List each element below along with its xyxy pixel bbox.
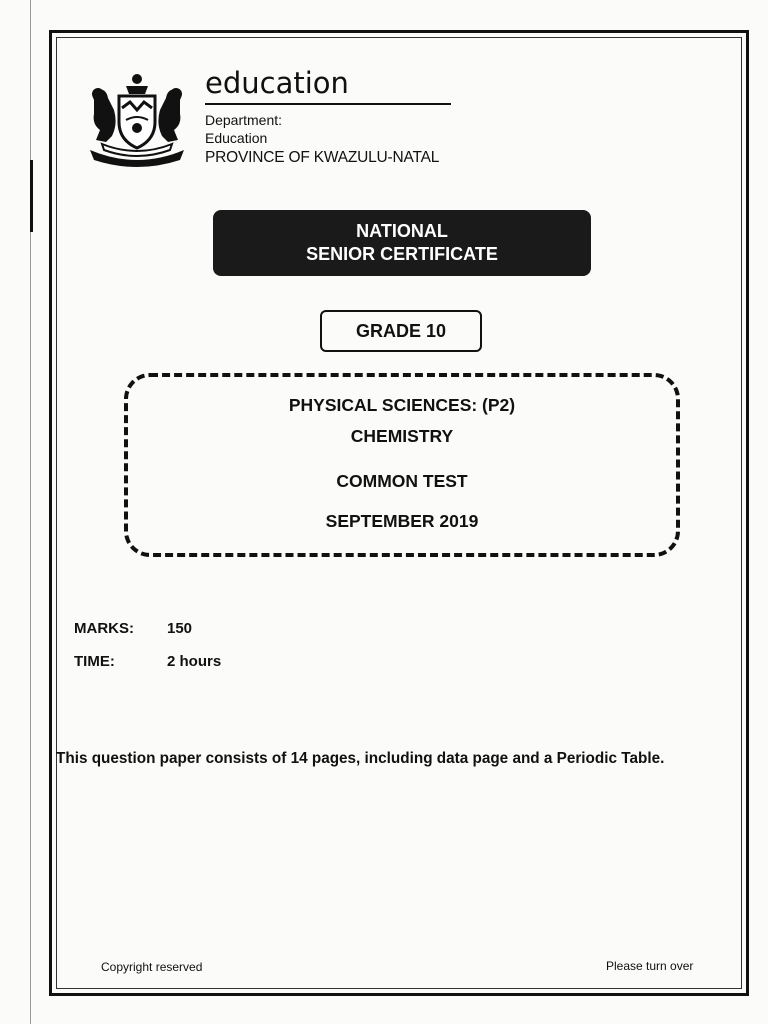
copyright-notice: Copyright reserved: [101, 960, 203, 974]
subject-paper: CHEMISTRY: [350, 426, 454, 446]
scan-margin-line: [30, 0, 31, 1024]
title-underline: [205, 103, 451, 105]
certificate-banner: [213, 210, 591, 276]
test-date: SEPTEMBER 2019: [325, 511, 479, 531]
province-name: PROVINCE OF KWAZULU-NATAL: [205, 149, 440, 166]
marks-value: 150: [167, 620, 193, 637]
time-value: 2 hours: [167, 653, 222, 670]
test-type: COMMON TEST: [336, 471, 468, 491]
grade-box: [320, 310, 482, 352]
scan-margin-mark: [30, 160, 33, 232]
department-name: Education: [205, 130, 268, 146]
subject-title: PHYSICAL SCIENCES: (P2): [288, 395, 516, 415]
education-title: education: [205, 66, 349, 100]
marks-label: MARKS:: [74, 620, 134, 637]
grade-label: GRADE 10: [355, 320, 447, 341]
certificate-line-1: NATIONAL: [356, 221, 448, 241]
department-label: Department:: [205, 112, 283, 128]
turn-over-notice: Please turn over: [606, 959, 694, 973]
coat-of-arms-icon: [82, 70, 192, 168]
certificate-line-2: SENIOR CERTIFICATE: [306, 244, 498, 264]
page-count-notice: This question paper consists of 14 pages, including data page and a Periodic Table.: [56, 750, 665, 767]
time-label: TIME:: [74, 653, 115, 670]
